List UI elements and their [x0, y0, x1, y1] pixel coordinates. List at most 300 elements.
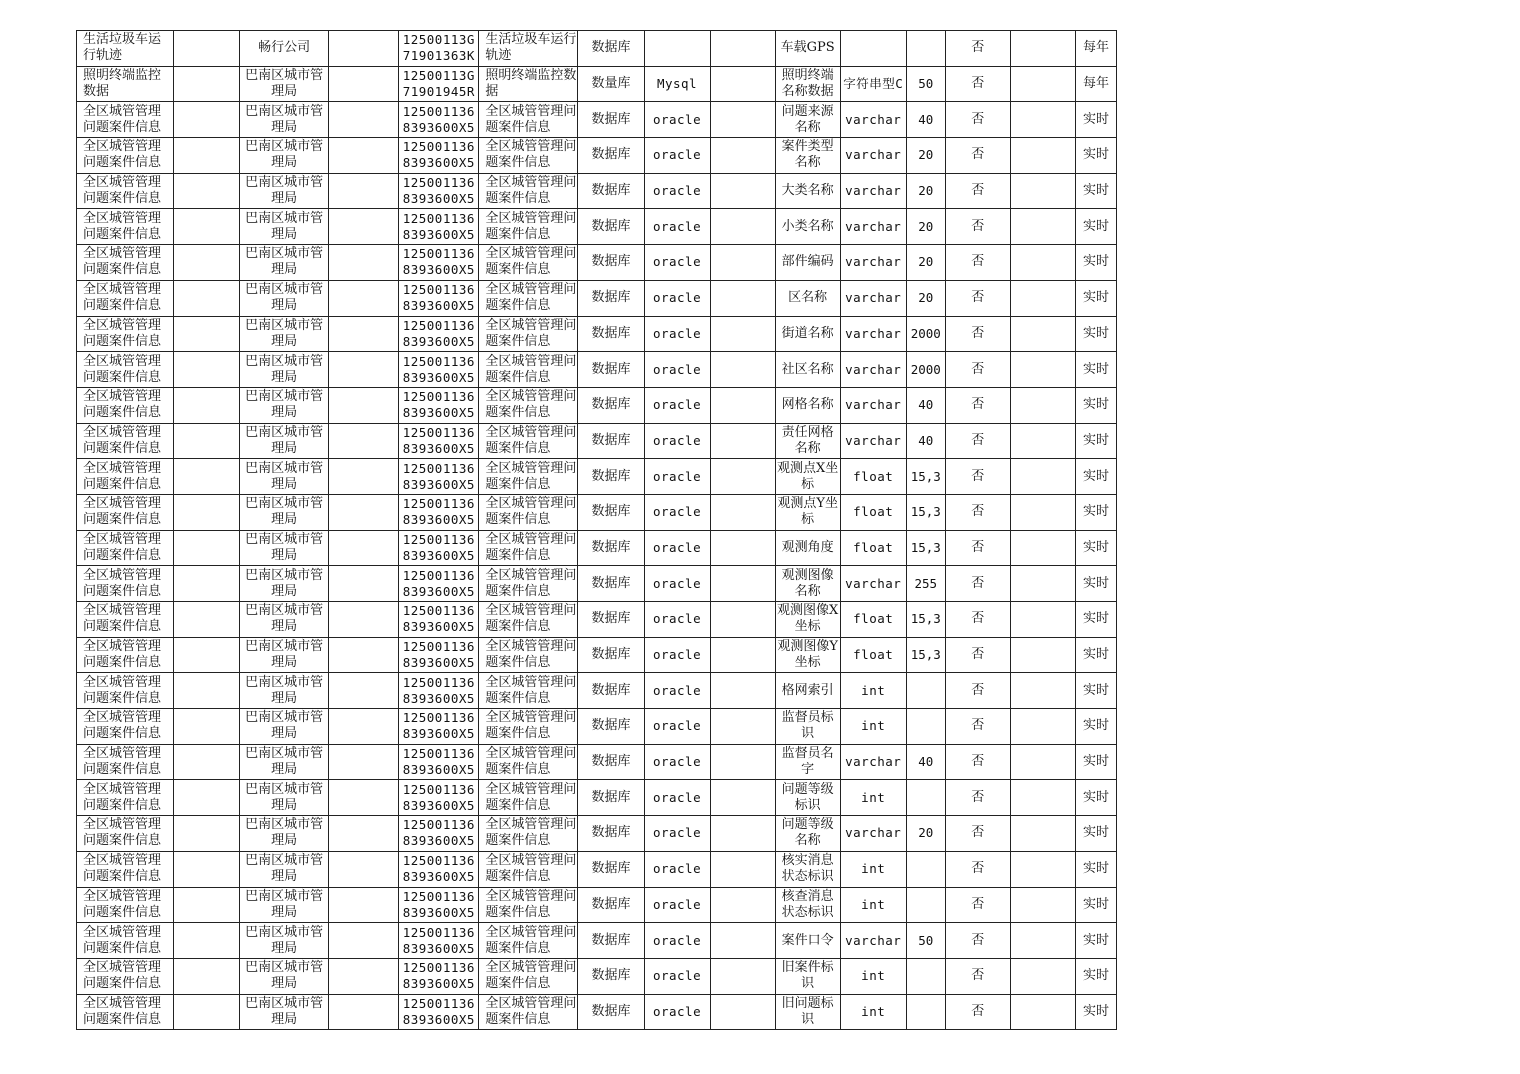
org-code-cell: 1250011368393600X5 [399, 352, 479, 388]
blank-cell-c [710, 66, 775, 102]
blank-cell-c [710, 459, 775, 495]
resource-name-cell: 全区城管管理问题案件信息 [77, 316, 174, 352]
db-engine-cell: oracle [644, 673, 710, 709]
update-cycle-cell: 实时 [1075, 423, 1116, 459]
update-cycle-cell: 每年 [1075, 31, 1116, 67]
field-length-cell: 15,3 [906, 530, 945, 566]
resource-name-cell: 全区城管管理问题案件信息 [77, 923, 174, 959]
org-code-cell: 1250011368393600X5 [399, 566, 479, 602]
db-engine-cell: oracle [644, 744, 710, 780]
flag-cell: 否 [945, 102, 1010, 138]
blank-cell-c [710, 851, 775, 887]
blank-cell-a [174, 352, 240, 388]
db-engine-cell: oracle [644, 923, 710, 959]
field-type-cell: 字符串型C [840, 66, 906, 102]
update-cycle-cell: 实时 [1075, 780, 1116, 816]
field-length-cell: 2000 [906, 352, 945, 388]
db-engine-cell: oracle [644, 887, 710, 923]
blank-cell-b [329, 31, 399, 67]
org-code-cell: 1250011368393600X5 [399, 744, 479, 780]
blank-cell-d [1010, 423, 1075, 459]
blank-cell-d [1010, 459, 1075, 495]
provider-cell: 巴南区城市管理局 [240, 316, 329, 352]
blank-cell-a [174, 994, 240, 1030]
blank-cell-b [329, 352, 399, 388]
org-code-cell: 1250011368393600X5 [399, 387, 479, 423]
blank-cell-b [329, 673, 399, 709]
blank-cell-d [1010, 566, 1075, 602]
flag-cell: 否 [945, 209, 1010, 245]
flag-cell: 否 [945, 994, 1010, 1030]
org-code-cell: 1250011368393600X5 [399, 280, 479, 316]
blank-cell-b [329, 209, 399, 245]
table-row [77, 173, 1117, 209]
blank-cell-b [329, 316, 399, 352]
flag-cell: 否 [945, 816, 1010, 852]
org-code-cell: 1250011368393600X5 [399, 673, 479, 709]
provider-cell: 巴南区城市管理局 [240, 245, 329, 281]
blank-cell-d [1010, 923, 1075, 959]
storage-type-cell: 数据库 [578, 31, 644, 67]
blank-cell-c [710, 245, 775, 281]
blank-cell-c [710, 923, 775, 959]
field-length-cell [906, 31, 945, 67]
storage-type-cell: 数据库 [578, 245, 644, 281]
blank-cell-c [710, 316, 775, 352]
field-name-cell: 案件类型名称 [775, 138, 840, 174]
blank-cell-a [174, 245, 240, 281]
flag-cell: 否 [945, 66, 1010, 102]
org-code-cell: 1250011368393600X5 [399, 887, 479, 923]
db-engine-cell: oracle [644, 102, 710, 138]
provider-cell: 巴南区城市管理局 [240, 459, 329, 495]
resource-name-cell: 照明终端监控数据 [77, 66, 174, 102]
resource-name-cell: 全区城管管理问题案件信息 [77, 423, 174, 459]
org-code-cell: 1250011368393600X5 [399, 494, 479, 530]
blank-cell-d [1010, 316, 1075, 352]
blank-cell-d [1010, 637, 1075, 673]
flag-cell: 否 [945, 530, 1010, 566]
storage-type-cell: 数据库 [578, 352, 644, 388]
flag-cell: 否 [945, 423, 1010, 459]
db-engine-cell [644, 31, 710, 67]
table-row [77, 459, 1117, 495]
flag-cell: 否 [945, 709, 1010, 745]
field-length-cell: 20 [906, 816, 945, 852]
info-item-cell: 全区城管管理问题案件信息 [479, 459, 578, 495]
db-engine-cell: oracle [644, 780, 710, 816]
blank-cell-c [710, 780, 775, 816]
resource-name-cell: 全区城管管理问题案件信息 [77, 459, 174, 495]
blank-cell-d [1010, 387, 1075, 423]
table-row [77, 102, 1117, 138]
db-engine-cell: oracle [644, 209, 710, 245]
flag-cell: 否 [945, 138, 1010, 174]
info-item-cell: 全区城管管理问题案件信息 [479, 851, 578, 887]
field-length-cell [906, 851, 945, 887]
update-cycle-cell: 实时 [1075, 352, 1116, 388]
org-code-cell: 1250011368393600X5 [399, 816, 479, 852]
field-length-cell [906, 887, 945, 923]
info-item-cell: 全区城管管理问题案件信息 [479, 673, 578, 709]
blank-cell-b [329, 280, 399, 316]
blank-cell-d [1010, 209, 1075, 245]
info-item-cell: 全区城管管理问题案件信息 [479, 423, 578, 459]
db-engine-cell: oracle [644, 423, 710, 459]
field-type-cell: varchar [840, 173, 906, 209]
update-cycle-cell: 实时 [1075, 744, 1116, 780]
blank-cell-c [710, 209, 775, 245]
provider-cell: 巴南区城市管理局 [240, 173, 329, 209]
flag-cell: 否 [945, 459, 1010, 495]
resource-name-cell: 全区城管管理问题案件信息 [77, 673, 174, 709]
field-type-cell: varchar [840, 923, 906, 959]
provider-cell: 巴南区城市管理局 [240, 566, 329, 602]
blank-cell-a [174, 66, 240, 102]
blank-cell-d [1010, 138, 1075, 174]
field-type-cell: float [840, 459, 906, 495]
blank-cell-a [174, 102, 240, 138]
blank-cell-c [710, 530, 775, 566]
field-name-cell: 核实消息状态标识 [775, 851, 840, 887]
provider-cell: 巴南区城市管理局 [240, 102, 329, 138]
field-name-cell: 街道名称 [775, 316, 840, 352]
field-type-cell: int [840, 958, 906, 994]
update-cycle-cell: 实时 [1075, 280, 1116, 316]
table-row [77, 816, 1117, 852]
blank-cell-d [1010, 887, 1075, 923]
flag-cell: 否 [945, 780, 1010, 816]
blank-cell-b [329, 387, 399, 423]
info-item-cell: 全区城管管理问题案件信息 [479, 245, 578, 281]
blank-cell-c [710, 637, 775, 673]
storage-type-cell: 数据库 [578, 316, 644, 352]
blank-cell-c [710, 673, 775, 709]
db-engine-cell: oracle [644, 173, 710, 209]
provider-cell: 巴南区城市管理局 [240, 816, 329, 852]
blank-cell-a [174, 744, 240, 780]
resource-name-cell: 全区城管管理问题案件信息 [77, 816, 174, 852]
blank-cell-c [710, 566, 775, 602]
blank-cell-a [174, 566, 240, 602]
flag-cell: 否 [945, 744, 1010, 780]
field-type-cell: int [840, 994, 906, 1030]
blank-cell-b [329, 245, 399, 281]
blank-cell-a [174, 387, 240, 423]
blank-cell-c [710, 352, 775, 388]
resource-name-cell: 全区城管管理问题案件信息 [77, 994, 174, 1030]
db-engine-cell: oracle [644, 958, 710, 994]
info-item-cell: 全区城管管理问题案件信息 [479, 138, 578, 174]
update-cycle-cell: 实时 [1075, 138, 1116, 174]
update-cycle-cell: 实时 [1075, 459, 1116, 495]
storage-type-cell: 数据库 [578, 209, 644, 245]
resource-name-cell: 全区城管管理问题案件信息 [77, 245, 174, 281]
field-name-cell: 部件编码 [775, 245, 840, 281]
field-type-cell [840, 31, 906, 67]
resource-name-cell: 全区城管管理问题案件信息 [77, 709, 174, 745]
org-code-cell: 1250011368393600X5 [399, 994, 479, 1030]
blank-cell-c [710, 602, 775, 638]
blank-cell-a [174, 459, 240, 495]
org-code-cell: 1250011368393600X5 [399, 780, 479, 816]
blank-cell-a [174, 209, 240, 245]
provider-cell: 巴南区城市管理局 [240, 280, 329, 316]
resource-name-cell: 全区城管管理问题案件信息 [77, 387, 174, 423]
info-item-cell: 全区城管管理问题案件信息 [479, 958, 578, 994]
field-type-cell: varchar [840, 280, 906, 316]
db-engine-cell: oracle [644, 245, 710, 281]
table-row [77, 887, 1117, 923]
db-engine-cell: oracle [644, 138, 710, 174]
resource-name-cell: 全区城管管理问题案件信息 [77, 566, 174, 602]
field-name-cell: 车载GPS [775, 31, 840, 67]
storage-type-cell: 数据库 [578, 780, 644, 816]
info-item-cell: 全区城管管理问题案件信息 [479, 637, 578, 673]
blank-cell-a [174, 602, 240, 638]
table-row [77, 387, 1117, 423]
flag-cell: 否 [945, 245, 1010, 281]
blank-cell-a [174, 173, 240, 209]
table-row [77, 673, 1117, 709]
field-name-cell: 大类名称 [775, 173, 840, 209]
org-code-cell: 1250011368393600X5 [399, 602, 479, 638]
blank-cell-d [1010, 102, 1075, 138]
info-item-cell: 全区城管管理问题案件信息 [479, 816, 578, 852]
field-type-cell: int [840, 780, 906, 816]
resource-name-cell: 全区城管管理问题案件信息 [77, 280, 174, 316]
provider-cell: 巴南区城市管理局 [240, 530, 329, 566]
table-row [77, 602, 1117, 638]
org-code-cell: 1250011368393600X5 [399, 245, 479, 281]
field-type-cell: int [840, 673, 906, 709]
update-cycle-cell: 实时 [1075, 566, 1116, 602]
db-engine-cell: oracle [644, 602, 710, 638]
blank-cell-b [329, 637, 399, 673]
blank-cell-a [174, 887, 240, 923]
table-row [77, 66, 1117, 102]
table-row [77, 209, 1117, 245]
field-name-cell: 观测图像名称 [775, 566, 840, 602]
blank-cell-d [1010, 245, 1075, 281]
db-engine-cell: oracle [644, 816, 710, 852]
field-length-cell: 20 [906, 280, 945, 316]
blank-cell-d [1010, 173, 1075, 209]
org-code-cell: 1250011368393600X5 [399, 851, 479, 887]
update-cycle-cell: 实时 [1075, 173, 1116, 209]
blank-cell-a [174, 637, 240, 673]
field-name-cell: 监督员名字 [775, 744, 840, 780]
provider-cell: 巴南区城市管理局 [240, 709, 329, 745]
info-item-cell: 全区城管管理问题案件信息 [479, 780, 578, 816]
info-item-cell: 全区城管管理问题案件信息 [479, 494, 578, 530]
field-length-cell: 20 [906, 173, 945, 209]
storage-type-cell: 数据库 [578, 459, 644, 495]
org-code-cell: 1250011368393600X5 [399, 138, 479, 174]
provider-cell: 巴南区城市管理局 [240, 138, 329, 174]
blank-cell-d [1010, 352, 1075, 388]
update-cycle-cell: 实时 [1075, 958, 1116, 994]
blank-cell-d [1010, 851, 1075, 887]
provider-cell: 巴南区城市管理局 [240, 637, 329, 673]
update-cycle-cell: 实时 [1075, 494, 1116, 530]
flag-cell: 否 [945, 31, 1010, 67]
resource-name-cell: 全区城管管理问题案件信息 [77, 780, 174, 816]
blank-cell-b [329, 566, 399, 602]
field-type-cell: int [840, 851, 906, 887]
db-engine-cell: oracle [644, 459, 710, 495]
field-type-cell: varchar [840, 316, 906, 352]
blank-cell-a [174, 423, 240, 459]
table-row [77, 423, 1117, 459]
info-item-cell: 全区城管管理问题案件信息 [479, 173, 578, 209]
blank-cell-d [1010, 530, 1075, 566]
update-cycle-cell: 实时 [1075, 994, 1116, 1030]
table-row [77, 637, 1117, 673]
blank-cell-b [329, 780, 399, 816]
blank-cell-b [329, 138, 399, 174]
field-length-cell: 40 [906, 387, 945, 423]
flag-cell: 否 [945, 673, 1010, 709]
field-name-cell: 网格名称 [775, 387, 840, 423]
field-name-cell: 责任网格名称 [775, 423, 840, 459]
field-name-cell: 社区名称 [775, 352, 840, 388]
blank-cell-d [1010, 709, 1075, 745]
table-row [77, 566, 1117, 602]
update-cycle-cell: 实时 [1075, 245, 1116, 281]
field-type-cell: float [840, 494, 906, 530]
blank-cell-c [710, 280, 775, 316]
resource-name-cell: 全区城管管理问题案件信息 [77, 209, 174, 245]
blank-cell-c [710, 173, 775, 209]
info-item-cell: 生活垃圾车运行轨迹 [479, 31, 578, 67]
blank-cell-d [1010, 673, 1075, 709]
flag-cell: 否 [945, 602, 1010, 638]
provider-cell: 巴南区城市管理局 [240, 780, 329, 816]
db-engine-cell: oracle [644, 316, 710, 352]
field-type-cell: varchar [840, 209, 906, 245]
table-row [77, 923, 1117, 959]
flag-cell: 否 [945, 173, 1010, 209]
blank-cell-d [1010, 816, 1075, 852]
info-item-cell: 全区城管管理问题案件信息 [479, 887, 578, 923]
resource-name-cell: 全区城管管理问题案件信息 [77, 173, 174, 209]
blank-cell-b [329, 602, 399, 638]
blank-cell-b [329, 66, 399, 102]
storage-type-cell: 数据库 [578, 602, 644, 638]
blank-cell-b [329, 851, 399, 887]
info-item-cell: 全区城管管理问题案件信息 [479, 530, 578, 566]
flag-cell: 否 [945, 494, 1010, 530]
flag-cell: 否 [945, 316, 1010, 352]
table-row [77, 851, 1117, 887]
info-item-cell: 照明终端监控数据 [479, 66, 578, 102]
blank-cell-c [710, 958, 775, 994]
blank-cell-a [174, 138, 240, 174]
blank-cell-a [174, 958, 240, 994]
info-item-cell: 全区城管管理问题案件信息 [479, 994, 578, 1030]
blank-cell-b [329, 816, 399, 852]
storage-type-cell: 数据库 [578, 958, 644, 994]
resource-name-cell: 全区城管管理问题案件信息 [77, 530, 174, 566]
db-engine-cell: oracle [644, 494, 710, 530]
info-item-cell: 全区城管管理问题案件信息 [479, 352, 578, 388]
info-item-cell: 全区城管管理问题案件信息 [479, 744, 578, 780]
provider-cell: 巴南区城市管理局 [240, 923, 329, 959]
field-name-cell: 问题等级名称 [775, 816, 840, 852]
org-code-cell: 1250011368393600X5 [399, 316, 479, 352]
blank-cell-b [329, 530, 399, 566]
storage-type-cell: 数据库 [578, 816, 644, 852]
provider-cell: 巴南区城市管理局 [240, 887, 329, 923]
table-row [77, 31, 1117, 67]
field-name-cell: 观测角度 [775, 530, 840, 566]
blank-cell-a [174, 816, 240, 852]
flag-cell: 否 [945, 566, 1010, 602]
field-type-cell: int [840, 887, 906, 923]
field-type-cell: varchar [840, 387, 906, 423]
field-name-cell: 照明终端名称数据 [775, 66, 840, 102]
update-cycle-cell: 实时 [1075, 637, 1116, 673]
info-item-cell: 全区城管管理问题案件信息 [479, 923, 578, 959]
resource-name-cell: 全区城管管理问题案件信息 [77, 887, 174, 923]
storage-type-cell: 数据库 [578, 102, 644, 138]
provider-cell: 巴南区城市管理局 [240, 494, 329, 530]
resource-name-cell: 全区城管管理问题案件信息 [77, 637, 174, 673]
resource-name-cell: 全区城管管理问题案件信息 [77, 102, 174, 138]
blank-cell-d [1010, 744, 1075, 780]
table-row [77, 352, 1117, 388]
provider-cell: 畅行公司 [240, 31, 329, 67]
org-code-cell: 1250011368393600X5 [399, 709, 479, 745]
info-item-cell: 全区城管管理问题案件信息 [479, 566, 578, 602]
field-name-cell: 观测图像X坐标 [775, 602, 840, 638]
blank-cell-d [1010, 66, 1075, 102]
blank-cell-b [329, 923, 399, 959]
table-row [77, 744, 1117, 780]
update-cycle-cell: 实时 [1075, 923, 1116, 959]
update-cycle-cell: 实时 [1075, 387, 1116, 423]
field-length-cell: 15,3 [906, 494, 945, 530]
resource-name-cell: 全区城管管理问题案件信息 [77, 602, 174, 638]
field-type-cell: int [840, 709, 906, 745]
blank-cell-a [174, 780, 240, 816]
blank-cell-b [329, 887, 399, 923]
table-row [77, 530, 1117, 566]
org-code-cell: 1250011368393600X5 [399, 173, 479, 209]
storage-type-cell: 数据库 [578, 673, 644, 709]
info-item-cell: 全区城管管理问题案件信息 [479, 387, 578, 423]
blank-cell-d [1010, 994, 1075, 1030]
db-engine-cell: oracle [644, 352, 710, 388]
db-engine-cell: oracle [644, 709, 710, 745]
provider-cell: 巴南区城市管理局 [240, 958, 329, 994]
db-engine-cell: oracle [644, 530, 710, 566]
provider-cell: 巴南区城市管理局 [240, 387, 329, 423]
org-code-cell: 1250011368393600X5 [399, 102, 479, 138]
update-cycle-cell: 实时 [1075, 816, 1116, 852]
field-length-cell [906, 994, 945, 1030]
field-type-cell: varchar [840, 744, 906, 780]
resource-name-cell: 全区城管管理问题案件信息 [77, 494, 174, 530]
update-cycle-cell: 实时 [1075, 530, 1116, 566]
resource-name-cell: 全区城管管理问题案件信息 [77, 138, 174, 174]
table-row [77, 958, 1117, 994]
update-cycle-cell: 实时 [1075, 602, 1116, 638]
storage-type-cell: 数据库 [578, 923, 644, 959]
field-length-cell: 15,3 [906, 602, 945, 638]
blank-cell-d [1010, 780, 1075, 816]
